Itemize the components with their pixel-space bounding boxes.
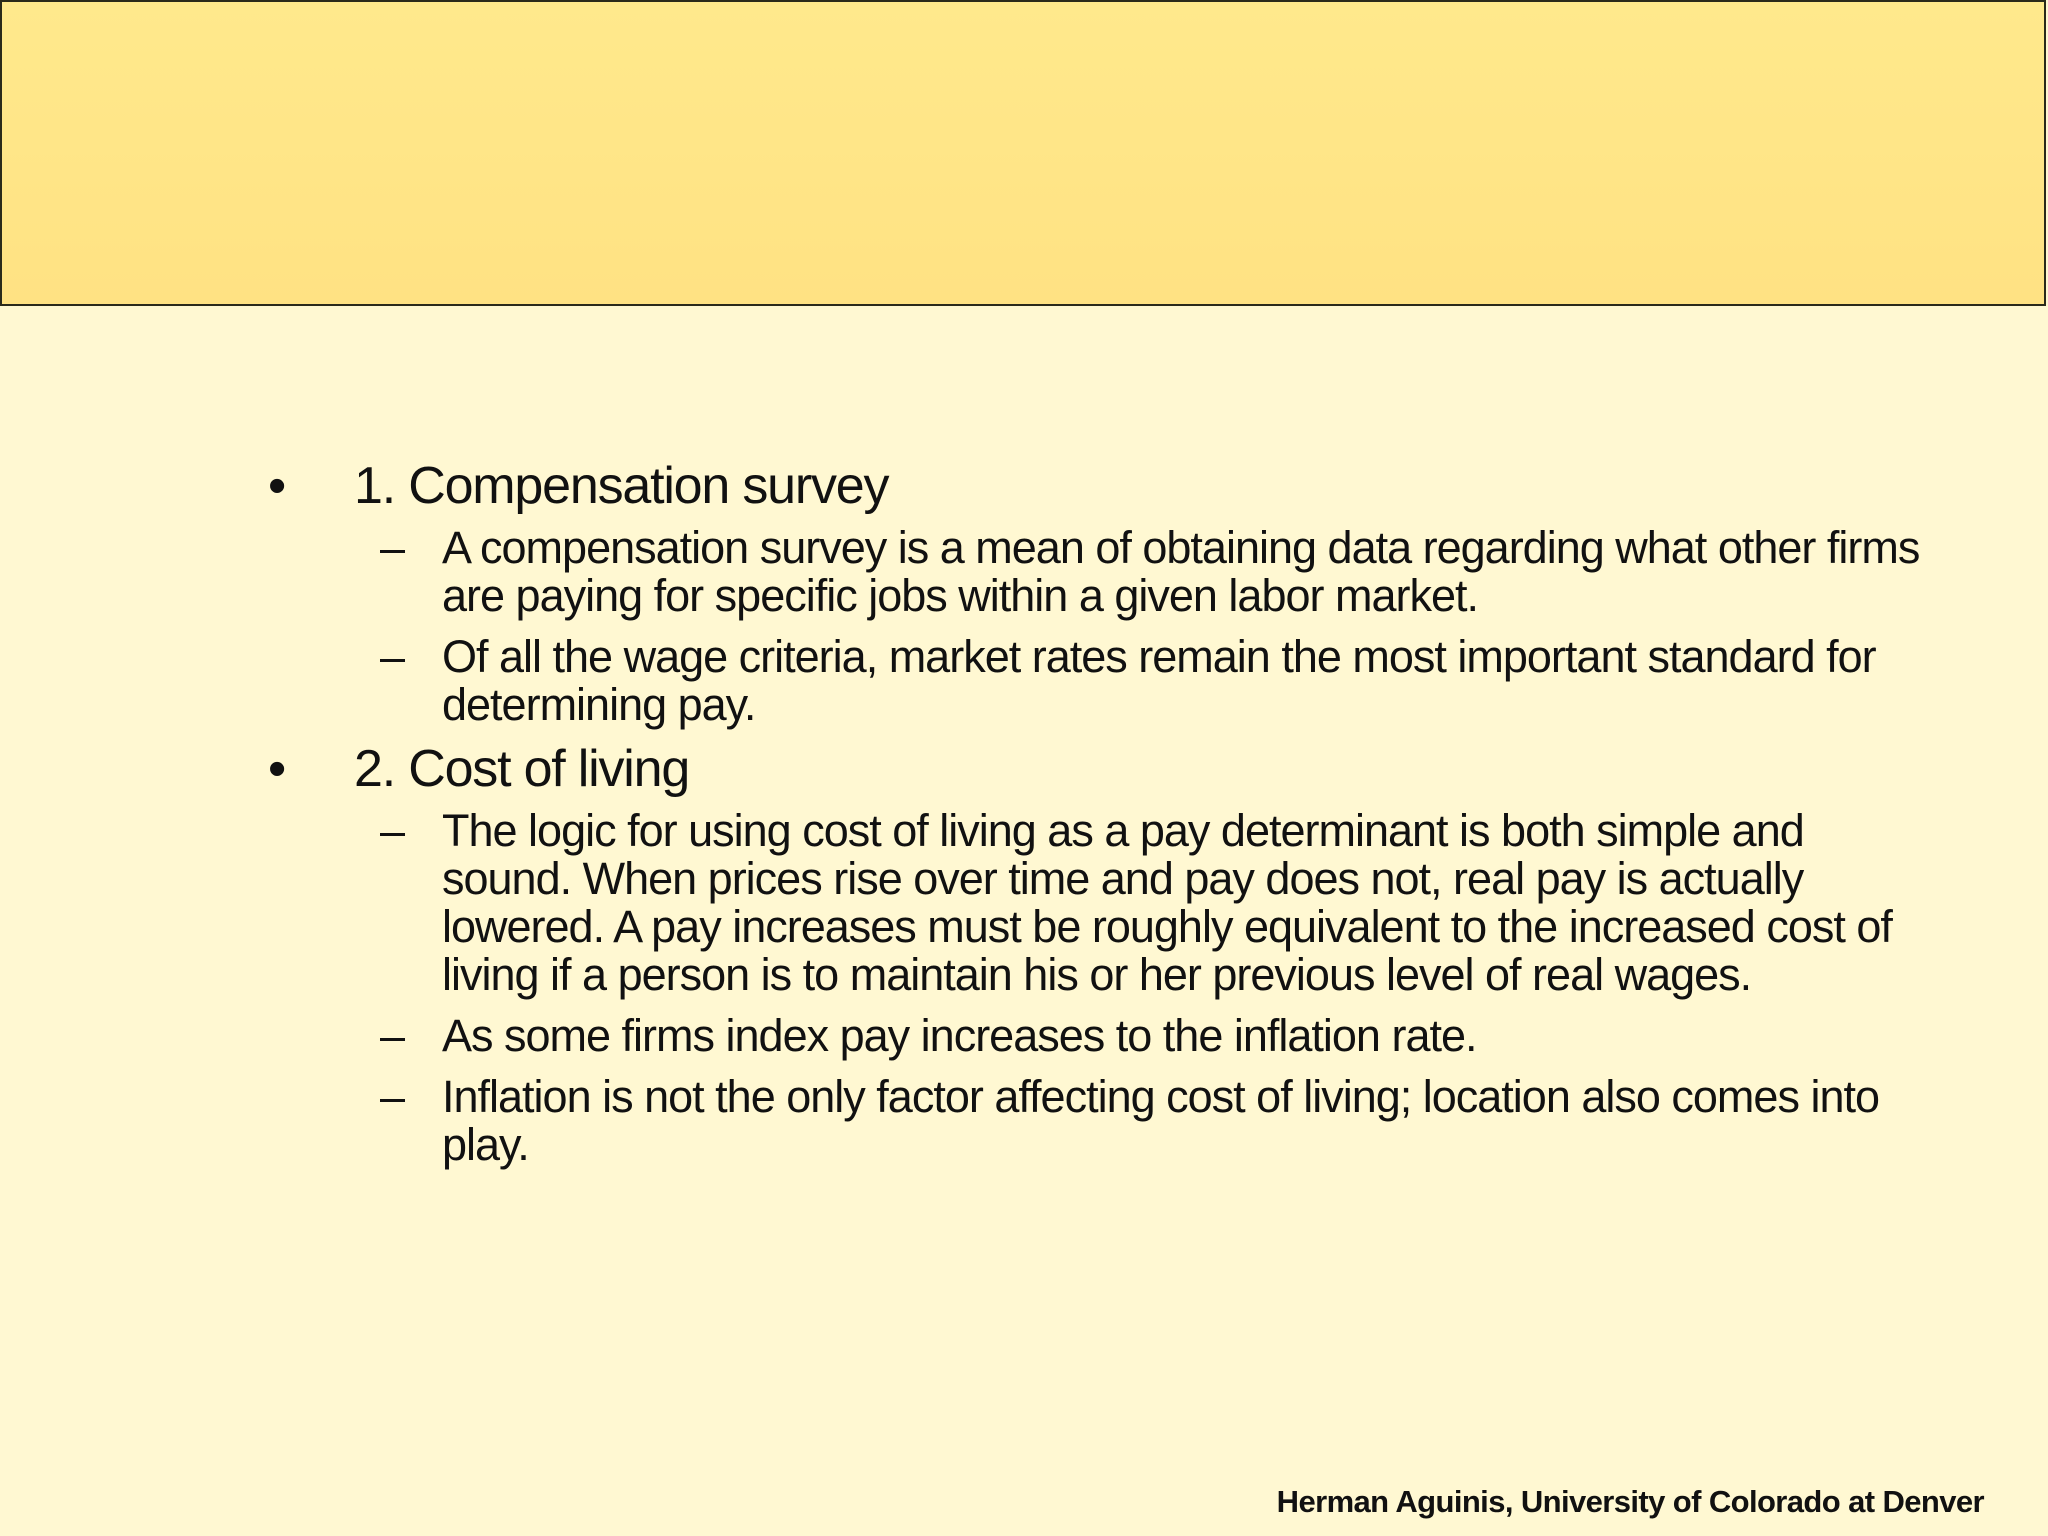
sub-bullet-text: A compensation survey is a mean of obtaining data regarding what other firms are paying for specific jobs within a given labor market.	[442, 522, 1920, 621]
sub-bullet-text: The logic for using cost of living as a pay determinant is both simple and sound. When prices rise over time and pay does not, real pay is actually lowered. A pay increases must be roughly equivalent to the increased cost of living if a person is to maintain his or her previous level of real wages.	[442, 805, 1892, 1000]
footer-credit: Herman Aguinis, University of Colorado at Denver	[1276, 1484, 1984, 1519]
sub-bullet-text: Of all the wage criteria, market rates remain the most important standard for determining pay.	[442, 631, 1876, 730]
sub-bullet	[268, 633, 1928, 729]
dash-marker: –	[380, 1010, 405, 1061]
dash-marker: –	[380, 1071, 405, 1122]
bullet-marker: •	[268, 740, 286, 798]
sub-list-compensation-survey	[268, 524, 1928, 729]
dash-marker: –	[380, 805, 405, 856]
sub-bullet	[268, 1012, 1928, 1060]
sub-bullet-text: Inflation is not the only factor affecting cost of living; location also comes into play.	[442, 1071, 1880, 1170]
title-band	[0, 0, 2046, 306]
sub-bullet-text: As some firms index pay increases to the inflation rate.	[442, 1010, 1477, 1061]
sub-list-cost-of-living	[268, 807, 1928, 1169]
bullet-compensation-survey	[268, 458, 1928, 514]
bullet-cost-of-living	[268, 741, 1928, 797]
sub-bullet	[268, 807, 1928, 999]
bullet-marker: •	[268, 457, 286, 515]
bullet-text: 2. Cost of living	[354, 740, 690, 798]
sub-bullet	[268, 1073, 1928, 1169]
sub-bullet	[268, 524, 1928, 620]
slide-content	[268, 458, 1928, 1169]
dash-marker: –	[380, 631, 405, 682]
dash-marker: –	[380, 522, 405, 573]
bullet-text: 1. Compensation survey	[354, 457, 889, 515]
